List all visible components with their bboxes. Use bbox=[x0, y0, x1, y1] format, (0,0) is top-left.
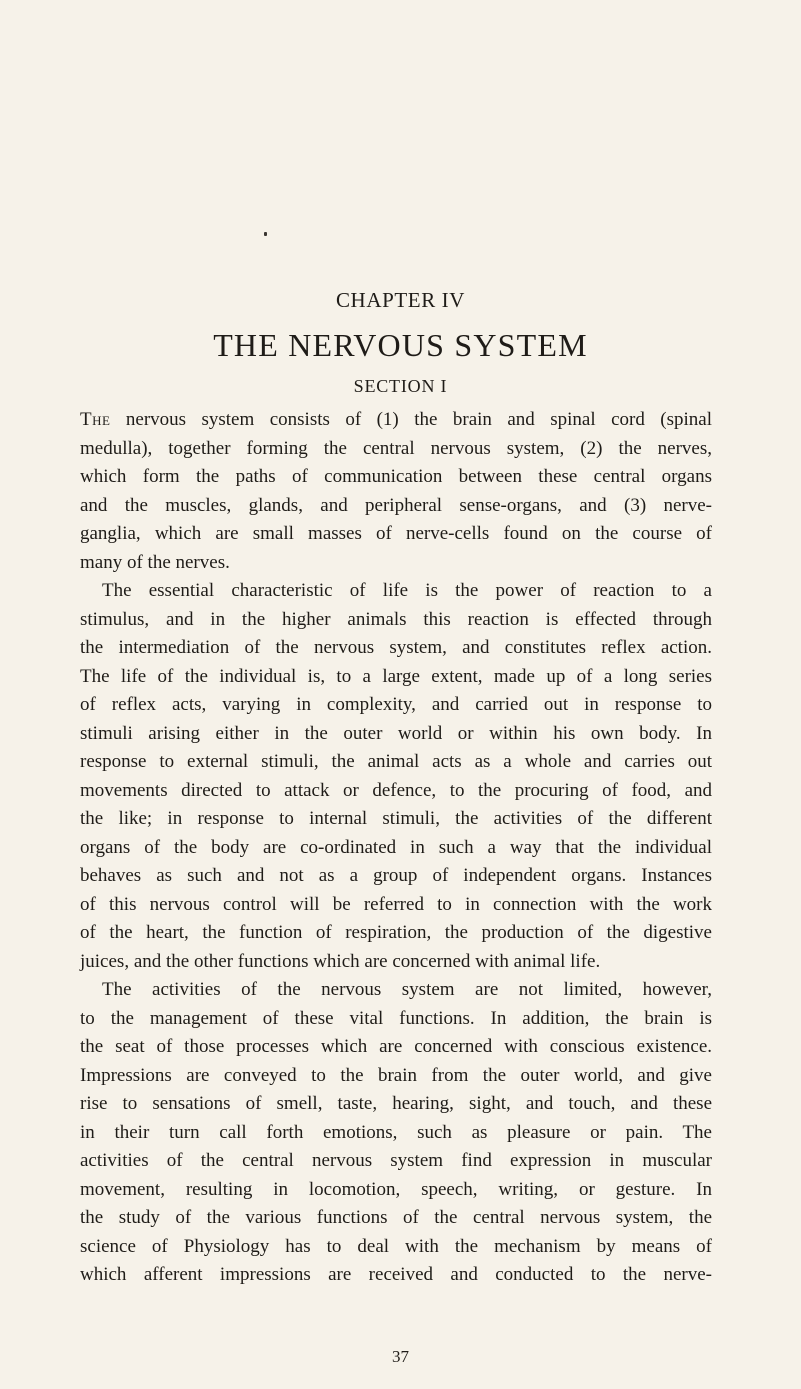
chapter-heading: CHAPTER IV bbox=[335, 288, 466, 312]
text-line: The nervous system consists of (1) the brain and spinal cord (spinal bbox=[80, 409, 712, 430]
text-line: the intermediation of the nervous system, and constitutes reflex action. bbox=[80, 637, 712, 658]
text-line: stimulus, and in the higher animals this reaction is effected through bbox=[80, 608, 712, 630]
text-line: and the muscles, glands, and peripheral sense-organs, and (3) nerve- bbox=[80, 494, 712, 516]
text-line: ganglia, which are small masses of nerve-cells found on the course of bbox=[80, 523, 712, 544]
text-line: to the management of these vital functions. In addition, the brain is bbox=[80, 1007, 712, 1029]
chapter-title: THE NERVOUS SYSTEM bbox=[213, 327, 588, 363]
text-line: the study of the various functions of the central nervous system, the bbox=[80, 1207, 712, 1228]
text-line: movement, resulting in locomotion, speech, writing, or gesture. In bbox=[80, 1178, 712, 1200]
text-line: movements directed to attack or defence, to the procuring of food, and bbox=[80, 779, 712, 801]
text-line: The activities of the nervous system are not limited, however, bbox=[102, 979, 712, 1000]
section-heading: SECTION I bbox=[353, 376, 448, 396]
text-line: medulla), together forming the central nervous system, (2) the nerves, bbox=[80, 437, 712, 459]
text-line: response to external stimuli, the animal acts as a whole and carries out bbox=[80, 751, 712, 772]
text-line: stimuli arising either in the outer world or within his own body. In bbox=[80, 722, 712, 744]
body-text bbox=[80, 406, 712, 1290]
text-line: science of Physiology has to deal with the mechanism by means of bbox=[80, 1235, 712, 1257]
text-line: which form the paths of communication between these central organs bbox=[80, 466, 712, 487]
text-line: The essential characteristic of life is the power of reaction to a bbox=[102, 580, 712, 601]
text-line: activities of the central nervous system find expression in muscular bbox=[80, 1150, 712, 1171]
text-line: organs of the body are co-ordinated in such a way that the individual bbox=[80, 836, 712, 858]
text-line: the seat of those processes which are concerned with conscious existence. bbox=[80, 1036, 712, 1057]
text-line: in their turn call forth emotions, such as pleasure or pain. The bbox=[80, 1121, 712, 1143]
text-line: many of the nerves. bbox=[80, 551, 230, 573]
text-line: of reflex acts, varying in complexity, and carried out in response to bbox=[80, 694, 712, 715]
text-line: The life of the individual is, to a large extent, made up of a long series bbox=[80, 665, 712, 687]
ink-speck bbox=[264, 232, 267, 236]
first-word: The bbox=[80, 409, 111, 430]
text-line: of the heart, the function of respiration, the production of the digestive bbox=[80, 922, 712, 943]
text-line: of this nervous control will be referred to in connection with the work bbox=[80, 893, 712, 915]
text-line: Impressions are conveyed to the brain from the outer world, and give bbox=[80, 1064, 712, 1086]
page-number: 37 bbox=[392, 1347, 409, 1366]
text-line: juices, and the other functions which are concerned with animal life. bbox=[80, 950, 601, 972]
text-line: behaves as such and not as a group of independent organs. Instances bbox=[80, 865, 712, 886]
text-line: rise to sensations of smell, taste, hearing, sight, and touch, and these bbox=[80, 1093, 712, 1114]
text-line: the like; in response to internal stimuli, the activities of the different bbox=[80, 808, 712, 829]
text-line: which afferent impressions are received and conducted to the nerve- bbox=[80, 1264, 712, 1285]
